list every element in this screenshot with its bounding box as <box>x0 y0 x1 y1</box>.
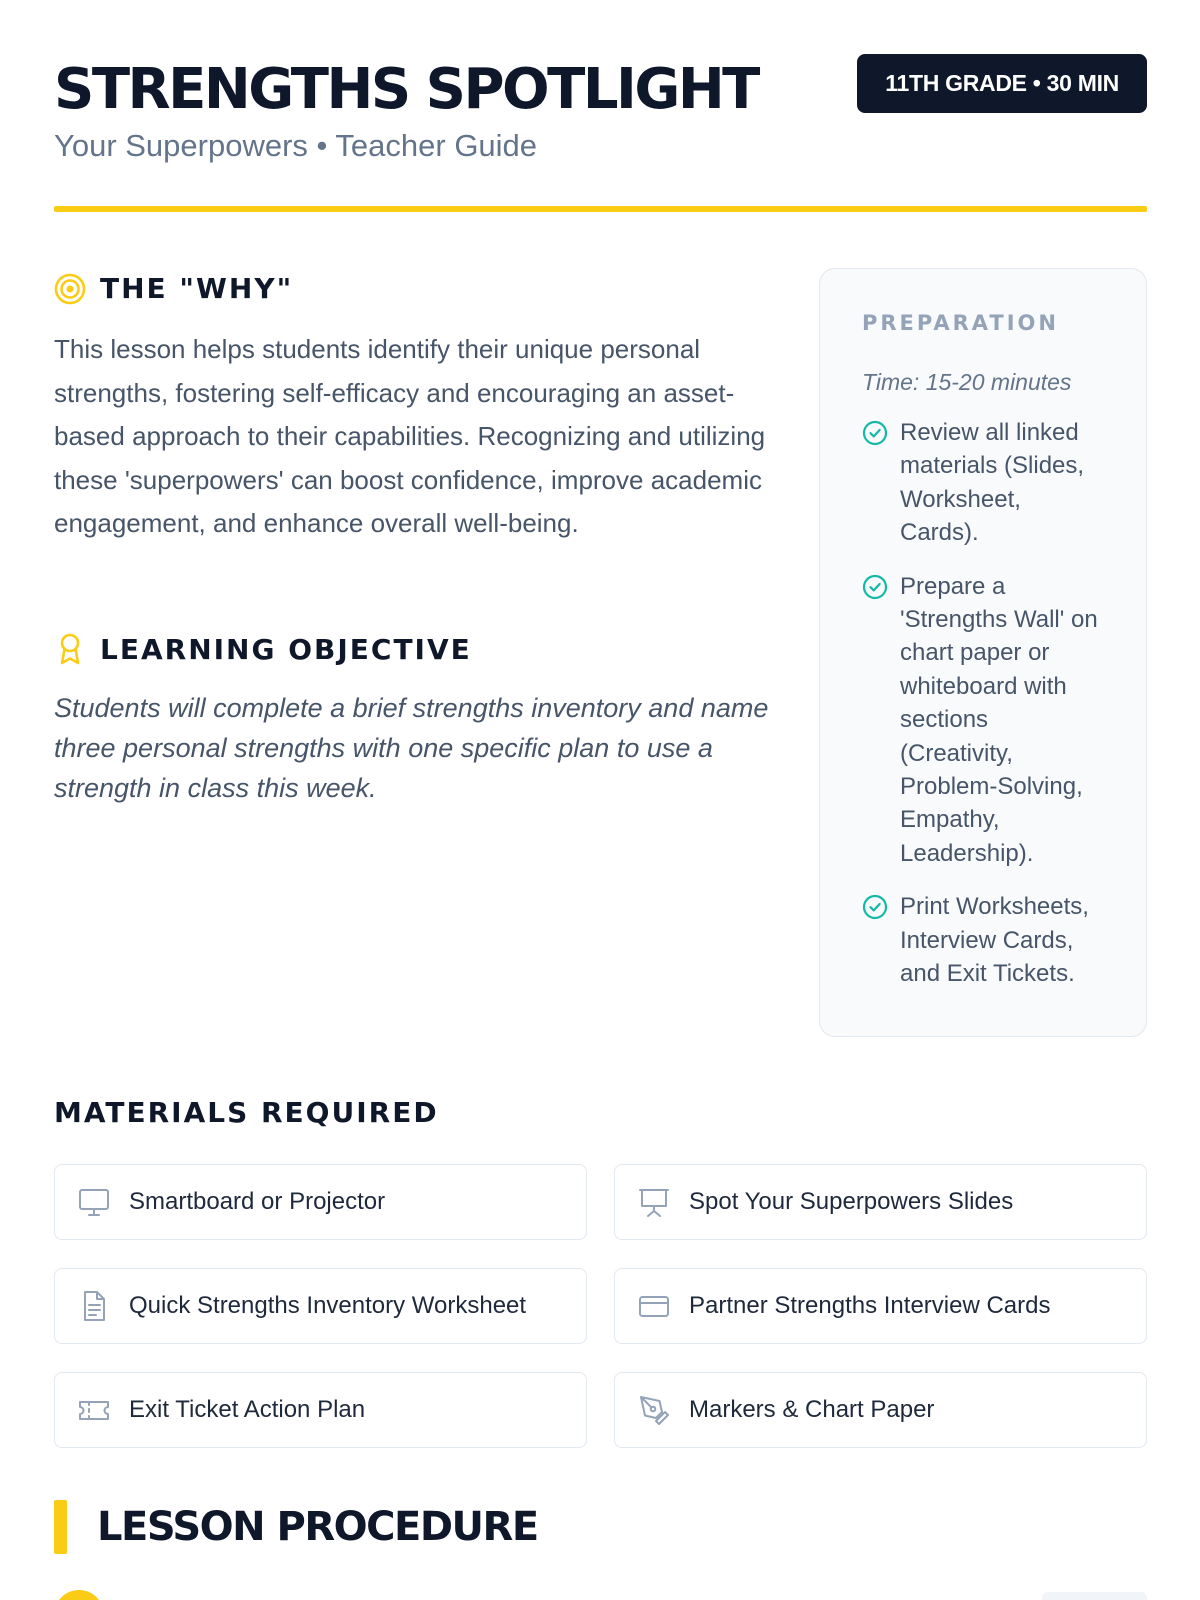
step-number-circle <box>54 1590 104 1600</box>
procedure-heading <box>54 1500 538 1554</box>
material-label: Exit Ticket Action Plan <box>129 1396 366 1423</box>
preparation-item <box>862 570 1106 871</box>
preparation-item-text: Review all linked materials (Slides, Worksheet, Cards). <box>900 419 1085 547</box>
materials-grid <box>54 1164 1147 1448</box>
preparation-item <box>862 416 1106 550</box>
header-divider <box>54 206 1147 212</box>
material-item-projector <box>54 1164 587 1240</box>
pen-tool-icon <box>637 1393 671 1427</box>
procedure-accent-bar <box>54 1500 67 1554</box>
material-label: Markers & Chart Paper <box>689 1396 935 1423</box>
page-subtitle: Your Superpowers • Teacher Guide <box>54 128 538 163</box>
why-heading-label: THE "WHY" <box>100 272 294 305</box>
procedure-title: LESSON PROCEDURE <box>97 1504 538 1550</box>
material-label: Spot Your Superpowers Slides <box>689 1188 1014 1215</box>
preparation-item-text: Print Worksheets, Interview Cards, and Exit Tickets. <box>900 893 1089 988</box>
materials-heading: MATERIALS REQUIRED <box>54 1096 439 1129</box>
check-circle-icon <box>862 894 888 920</box>
preparation-item <box>862 890 1106 990</box>
document-icon <box>77 1289 111 1323</box>
why-heading <box>54 272 293 305</box>
preparation-title: PREPARATION <box>862 311 1059 335</box>
card-icon <box>637 1289 671 1323</box>
material-label: Partner Strengths Interview Cards <box>689 1292 1051 1319</box>
preparation-time: Time: 15-20 minutes <box>862 369 1072 395</box>
page-title: STRENGTHS SPOTLIGHT <box>54 57 758 122</box>
grade-duration-badge: 11TH GRADE • 30 MIN <box>857 54 1147 113</box>
presentation-icon <box>637 1185 671 1219</box>
material-item-worksheet <box>54 1268 587 1344</box>
preparation-panel <box>819 268 1147 1037</box>
check-circle-icon <box>862 574 888 600</box>
check-circle-icon <box>862 420 888 446</box>
monitor-icon <box>77 1185 111 1219</box>
objective-heading-label: LEARNING OBJECTIVE <box>100 632 472 666</box>
material-item-slides <box>614 1164 1147 1240</box>
preparation-list <box>862 416 1106 991</box>
ticket-icon <box>77 1393 111 1427</box>
why-text: This lesson helps students identify their unique personal strengths, fostering self-efficacy and encouraging an asset-based approach to their capabilities. Recognizing and utilizing these 'superpowers' can boost confidence, improve academic engagement, and enhance overall well-being. <box>54 334 766 538</box>
objective-text: Students will complete a brief strengths inventory and name three personal strengths with one specific plan to use a strength in class this week. <box>54 693 769 803</box>
objective-heading <box>54 632 472 666</box>
preparation-item-text: Prepare a 'Strengths Wall' on chart paper or whiteboard with sections (Creativity, Problem-Solving, Empathy, Leadership). <box>900 572 1098 867</box>
material-item-markers <box>614 1372 1147 1448</box>
target-icon <box>54 273 86 305</box>
material-label: Quick Strengths Inventory Worksheet <box>129 1292 527 1319</box>
material-item-interview-cards <box>614 1268 1147 1344</box>
material-item-exit-ticket <box>54 1372 587 1448</box>
award-icon <box>54 632 86 666</box>
step-time-tag <box>1042 1592 1147 1600</box>
material-label: Smartboard or Projector <box>129 1188 386 1215</box>
